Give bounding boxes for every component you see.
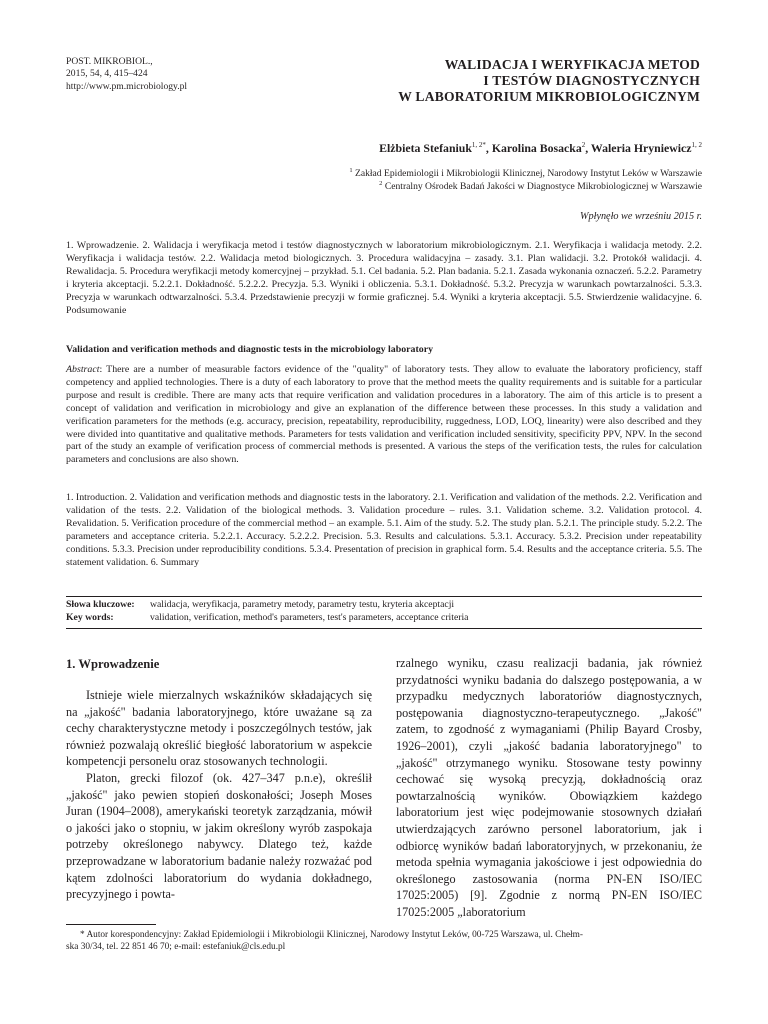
author-affiliation-mark: 1, 2 <box>691 141 702 150</box>
keywords-top-rule <box>66 596 702 597</box>
author-name: Elżbieta Stefaniuk <box>379 141 472 155</box>
journal-volume: 2015, 54, 4, 415–424 <box>66 68 148 80</box>
authors <box>200 141 702 156</box>
keywords-en-label: Key words: <box>66 612 114 623</box>
affiliations <box>200 167 702 193</box>
affiliation-text: Centralny Ośrodek Badań Jakości w Diagnostyce Mikrobiologicznej w Warszawie <box>384 181 702 192</box>
author-name: Waleria Hryniewicz <box>590 141 692 155</box>
paragraph: Platon, grecki filozof (ok. 427–347 p.n.e), określił „jakość" jako pewien stopień doskonałości; Joseph Moses Juran (1904–2008), amerykański teoretyk zarządzania, mówił o jakości jako o stopniu, w jakim określony wyrób zaspokaja potrzeby określonego nabywcy. Dlatego też, każde przeprowadzane w laboratorium badanie należy rozważać pod kątem zdolności laboratorium do wydania dokładnego, precyzyjnego i powta- <box>66 770 372 902</box>
body-column-left <box>66 687 372 903</box>
affiliation-mark: 1 <box>349 166 353 174</box>
footnote-rule <box>66 924 156 925</box>
contents-en: 1. Introduction. 2. Validation and verification methods and diagnostic tests in the laboratory. 2.1. Verification and validation of the methods. 2.2. Verification and validation of the tests. 2.2. Validation of the biological methods. 3. Validation procedure – rules. 3.1. Validation scheme. 3.2. Validation protocol. 4. Revalidation. 5. Verification procedure of the commercial method – an example. 5.1. Aim of the study. 5.2. The study plan. 5.2.1. The principle study. 5.2.2. The parameters and acceptance criteria. 5.2.2.1. Accuracy. 5.2.2.2. Precision. 5.3. Results and calculations. 5.3.1. Accuracy. 5.3.2. Precision under repeatability conditions. 5.3.3. Precision under reproducibility conditions. 5.3.4. Presentation of precision in graphical form. 5.4. Results and the acceptance criteria. 5.5. The statement validation. 6. Summary <box>66 492 702 568</box>
title-line-1: WALIDACJA I WERYFIKACJA METOD <box>444 57 700 72</box>
abstract-text: : There are a number of measurable factors evidence of the "quality" of laboratory tests. They allow to evaluate the laboratory proficiency, staff competency and applied technologies. There is a duty of each laboratory to prove that the method meets the quality requirements and is suitable for a particular purpose and result is credible. There are many acts that require verification and validation procedures in a laboratory. The aim of this article is to present a concept of validation and verification in microbiology and give an explanation of the difference between these processes. In this study a validation and verification parameters for the methods (e.g. accuracy, precision, repeatability, reproducibility, ruggedness, LOD, LOQ, linearity) were also described and they were divided into quantitative and qualitative methods. Parameters for tests validation and verification included sensitivity, specificity PPV, NPV. In the second part of the study an example of verification process of commercial methods is presented. A various the steps of the verification tests, the rules for calculation parameters and conclusions are also shown. <box>66 364 702 466</box>
affiliation-text: Zakład Epidemiologii i Mikrobiologii Klinicznej, Narodowy Instytut Leków w Warszawie <box>354 168 702 179</box>
english-title: Validation and verification methods and diagnostic tests in the microbiology laboratory <box>66 344 434 355</box>
keywords-en-text: validation, verification, method's parameters, test's parameters, acceptance criteria <box>150 612 469 623</box>
received-date: Wpłynęło we wrześniu 2015 r. <box>580 211 702 222</box>
keywords-pl <box>66 599 702 612</box>
journal-info <box>66 56 187 93</box>
title-line-3: W LABORATORIUM MIKROBIOLOGICZNYM <box>398 89 700 104</box>
footnote <box>66 929 702 953</box>
author-separator: , <box>485 141 492 155</box>
paragraph: Istnieje wiele mierzalnych wskaźników składających się na „jakość" badania laboratoryjnego, które uważane są za cechy charakterystyczne metody i poszczególnych testów, jak również pozwalają określić biegłość laboratorium w aspekcie kompetencji personelu oraz stosowanych technologii. <box>66 688 372 769</box>
affiliation <box>200 167 702 180</box>
keywords-en <box>66 612 702 625</box>
article-title <box>320 57 700 105</box>
body-column-right <box>396 655 702 921</box>
affiliation <box>200 180 702 193</box>
author-affiliation-mark: 2 <box>581 141 586 150</box>
keywords-pl-label: Słowa kluczowe: <box>66 599 135 610</box>
author-affiliation-mark: 1, 2* <box>471 141 486 150</box>
contents-pl: 1. Wprowadzenie. 2. Walidacja i weryfikacja metod i testów diagnostycznych w laboratorium mikrobiologicznym. 2.1. Weryfikacja i walidacja metody. 2.2. Weryfikacja i walidacja testów. 2.2. Walidacja metod biologicznych. 3. Procedura walidacyjna – zasady. 3.1. Plan walidacji. 3.2. Protokół walidacji. 4. Rewalidacja. 5. Procedura weryfikacji metody komercyjnej – przykład. 5.1. Cel badania. 5.2. Plan badania. 5.2.1. Zasada wykonania oznaczeń. 5.2.2. Parametry i kryteria akceptacji. 5.2.2.1. Dokładność. 5.2.2.2. Precyzja. 5.3. Wyniki i obliczenia. 5.3.1. Dokładność. 5.3.2. Precyzja w warunkach powtarzalności. 5.3.3. Precyzja w warunkach odtwarzalności. 5.3.4. Przedstawienie precyzji w formie graficznej. 5.4. Wyniki a kryteria akceptacji. 5.5. Stwierdzenie walidacyjne. 6. Podsumowanie <box>66 240 702 316</box>
journal-name: POST. MIKROBIOL., <box>66 56 153 67</box>
footnote-line-2: ska 30/34, tel. 22 851 46 70; e-mail: estefaniuk@cls.edu.pl <box>66 942 286 953</box>
paragraph: rzalnego wyniku, czasu realizacji badania, jak również przydatności wyniku badania do dalszego postępowania, a w przypadku medycznych laboratoriów diagnostycznych, postępowania diagnostyczno-terapeutycznego. „Jakość" zatem, to zgodność z wymaganiami (Philip Bayard Crosby, 1926–2001), czyli „jakość badania laboratoryjnego" to „jakość" otrzymanego wyniku. Stosowane testy powinny cechować się wysoką precyzją, dokładnością oraz powtarzalnością wyników. Obowiązkiem każdego laboratorium jest więc podejmowanie stosownych działań utwierdzających zarówno personel laboratorium, jak i odbiorcę wyników badań laboratoryjnych, w przekonaniu, że metoda spełnia wymagania jakościowe i jest odpowiednia do określonego zastosowania (norma PN-EN ISO/IEC 17025:2005) [9]. Zgodnie z normą PN-EN ISO/IEC 17025:2005 „laboratorium <box>396 656 702 919</box>
journal-url[interactable]: http://www.pm.microbiology.pl <box>66 80 188 92</box>
title-line-2: I TESTÓW DIAGNOSTYCZNYCH <box>483 73 700 88</box>
keywords-pl-text: walidacja, weryfikacja, parametry metody, parametry testu, kryteria akceptacji <box>150 599 455 610</box>
abstract <box>66 364 702 467</box>
section-heading: 1. Wprowadzenie <box>66 657 160 671</box>
author-separator: , <box>585 141 591 155</box>
affiliation-mark: 2 <box>379 179 383 187</box>
author-name: Karolina Bosacka <box>491 141 582 155</box>
abstract-label: Abstract <box>66 364 100 375</box>
footnote-line-1: * Autor korespondencyjny: Zakład Epidemiologii i Mikrobiologii Klinicznej, Narodowy Instytut Leków, 00-725 Warszawa, ul. Chełm- <box>80 930 583 940</box>
keywords-bottom-rule <box>66 628 702 629</box>
